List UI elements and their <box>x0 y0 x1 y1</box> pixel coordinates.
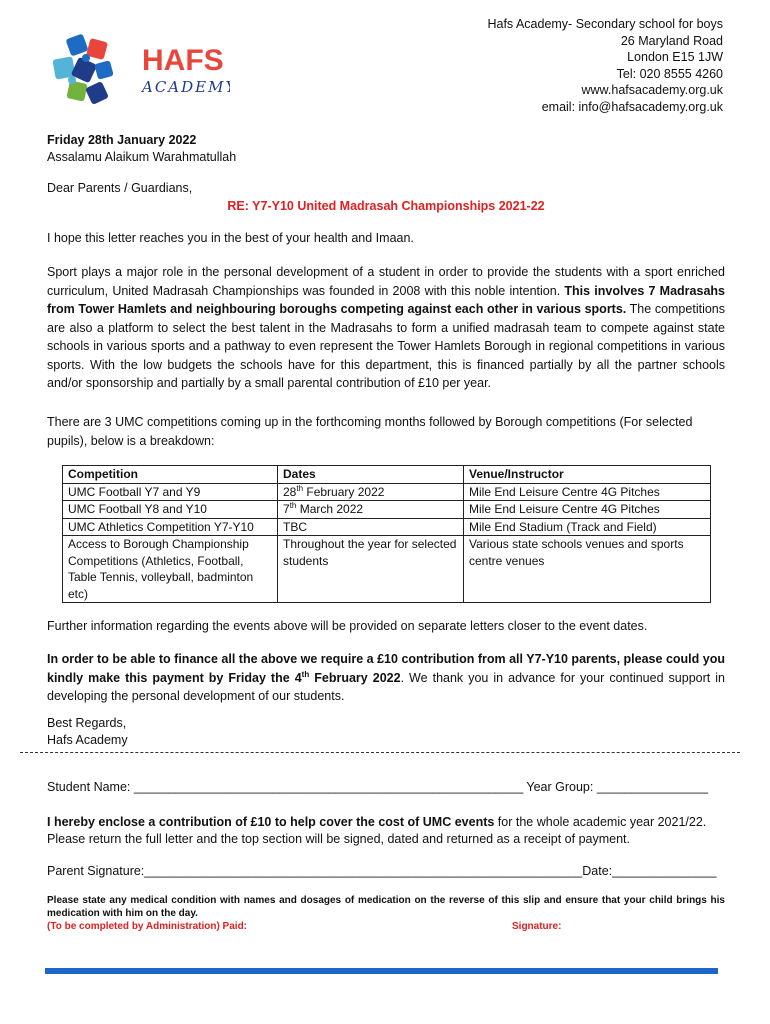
cell-competition: Access to Borough Championship Competitions (Athletics, Football, Table Tennis, volleyball, badminton etc) <box>63 536 278 603</box>
intro-paragraph: I hope this letter reaches you in the best of your health and Imaan. <box>47 231 414 245</box>
address-line: 26 Maryland Road <box>620 33 723 48</box>
enclose-rest: for the whole academic year 2021/22. <box>494 815 707 829</box>
cut-line <box>20 752 740 753</box>
address-link[interactable]: www.hafsacademy.org.uk <box>581 83 723 97</box>
address-line: Tel: 020 8555 4260 <box>616 66 723 81</box>
logo-subtitle: ACADEMY <box>142 78 230 96</box>
student-name-field[interactable] <box>47 778 725 797</box>
payment-bold-2: February 2022 <box>309 670 401 685</box>
payment-paragraph <box>47 650 725 706</box>
medical-note: Please state any medical condition with names and dosages of medication on the reverse of this slip and ensure that your child brings his medication with him on the day. <box>47 895 725 919</box>
letter-date: Friday 28th January 2022 <box>47 133 197 147</box>
header-dates: Dates <box>278 466 464 484</box>
parent-signature-field[interactable]: Parent Signature:_______________________________________________________________Date:_______________ <box>47 864 717 878</box>
payment-sup: th <box>301 669 310 679</box>
closing: Best Regards, <box>47 716 127 730</box>
return-instruction: Please return the full letter and the top section will be signed, dated and returned as a receipt of payment. <box>47 832 630 846</box>
enclose-statement <box>47 813 725 832</box>
admin-signature: Signature: <box>512 921 562 932</box>
hafs-academy-logo <box>50 30 230 110</box>
address-line: London E15 1JW <box>627 50 723 64</box>
cell-competition: UMC Football Y7 and Y9 <box>63 483 278 501</box>
puzzle-logo-icon <box>50 30 230 110</box>
cell-date: Throughout the year for selected students <box>278 536 464 603</box>
table-row <box>63 518 711 536</box>
cell-venue: Mile End Stadium (Track and Field) <box>464 518 711 536</box>
sport-text-1: Sport plays a major role in the personal development of a student in order to provide the students with a sport enriched curriculum, United Madrasah Championships was founded in 2008 with this noble intention. <box>47 265 725 298</box>
year-group-extra: _____ <box>673 780 709 794</box>
payment-bold-1: In order to be able to finance all the above we require a £10 contribution from all Y7-Y10 parents, please could you kindly make this payment by Friday the 4 <box>47 652 725 685</box>
header-venue: Venue/Instructor <box>464 466 711 484</box>
greeting: Assalamu Alaikum Warahmatullah <box>47 150 237 164</box>
table-header-row <box>63 466 711 484</box>
subject-line: RE: Y7-Y10 United Madrasah Championships 2021-22 <box>227 199 545 213</box>
sport-text-2: The competitions are also a platform to select the best talent in the Madrasahs to form a unified madrasah team to compete against state schools in various sports and a pathway to even represent the Tower Hamlets Borough in regional competitions in various sports. With the low budgets the schools have for this department, this is financed partially by all the partner schools and/or sponsorship and partially by a small parental contribution of £10 per year. <box>47 302 725 390</box>
table-row <box>63 536 711 603</box>
enclose-bold: I hereby enclose a contribution of £10 to help cover the cost of UMC events <box>47 815 495 829</box>
cell-competition: UMC Athletics Competition Y7-Y10 <box>63 518 278 536</box>
admin-paid: (To be completed by Administration) Paid: <box>47 921 248 932</box>
cell-venue: Mile End Leisure Centre 4G Pitches <box>464 483 711 501</box>
salutation: Dear Parents / Guardians, <box>47 181 193 195</box>
cell-venue: Various state schools venues and sports centre venues <box>464 536 711 603</box>
table-row <box>63 483 711 501</box>
sport-text-bold: This involves 7 Madrasahs from Tower Hamlets and neighbouring boroughs competing against each other in various sports. <box>47 283 725 316</box>
logo-title: HAFS <box>142 44 224 77</box>
student-name-line[interactable]: Student Name: ________________________________________________________ Year Group: ___________ <box>47 780 674 794</box>
cell-date: 7th March 2022 <box>278 501 464 519</box>
cell-date: TBC <box>278 518 464 536</box>
header-competition: Competition <box>63 466 278 484</box>
sport-paragraph <box>47 263 725 393</box>
address-line: Hafs Academy- Secondary school for boys <box>487 17 723 31</box>
footer-bar <box>45 968 718 974</box>
cell-competition: UMC Football Y8 and Y10 <box>63 501 278 519</box>
cell-date: 28th February 2022 <box>278 483 464 501</box>
signoff: Hafs Academy <box>47 733 128 747</box>
cell-venue: Mile End Leisure Centre 4G Pitches <box>464 501 711 519</box>
table-row <box>63 501 711 519</box>
further-info-paragraph: Further information regarding the events above will be provided on separate letters closer to the event dates. <box>47 619 648 633</box>
school-address <box>487 16 723 115</box>
breakdown-paragraph: There are 3 UMC competitions coming up in the forthcoming months followed by Borough competitions (For selected pupils), below is a breakdown: <box>47 415 693 448</box>
competitions-table <box>62 465 711 603</box>
address-email[interactable]: email: info@hafsacademy.org.uk <box>541 99 723 114</box>
payment-text: . We thank you in advance for your continued support in developing the personal development of our students. <box>47 670 725 703</box>
